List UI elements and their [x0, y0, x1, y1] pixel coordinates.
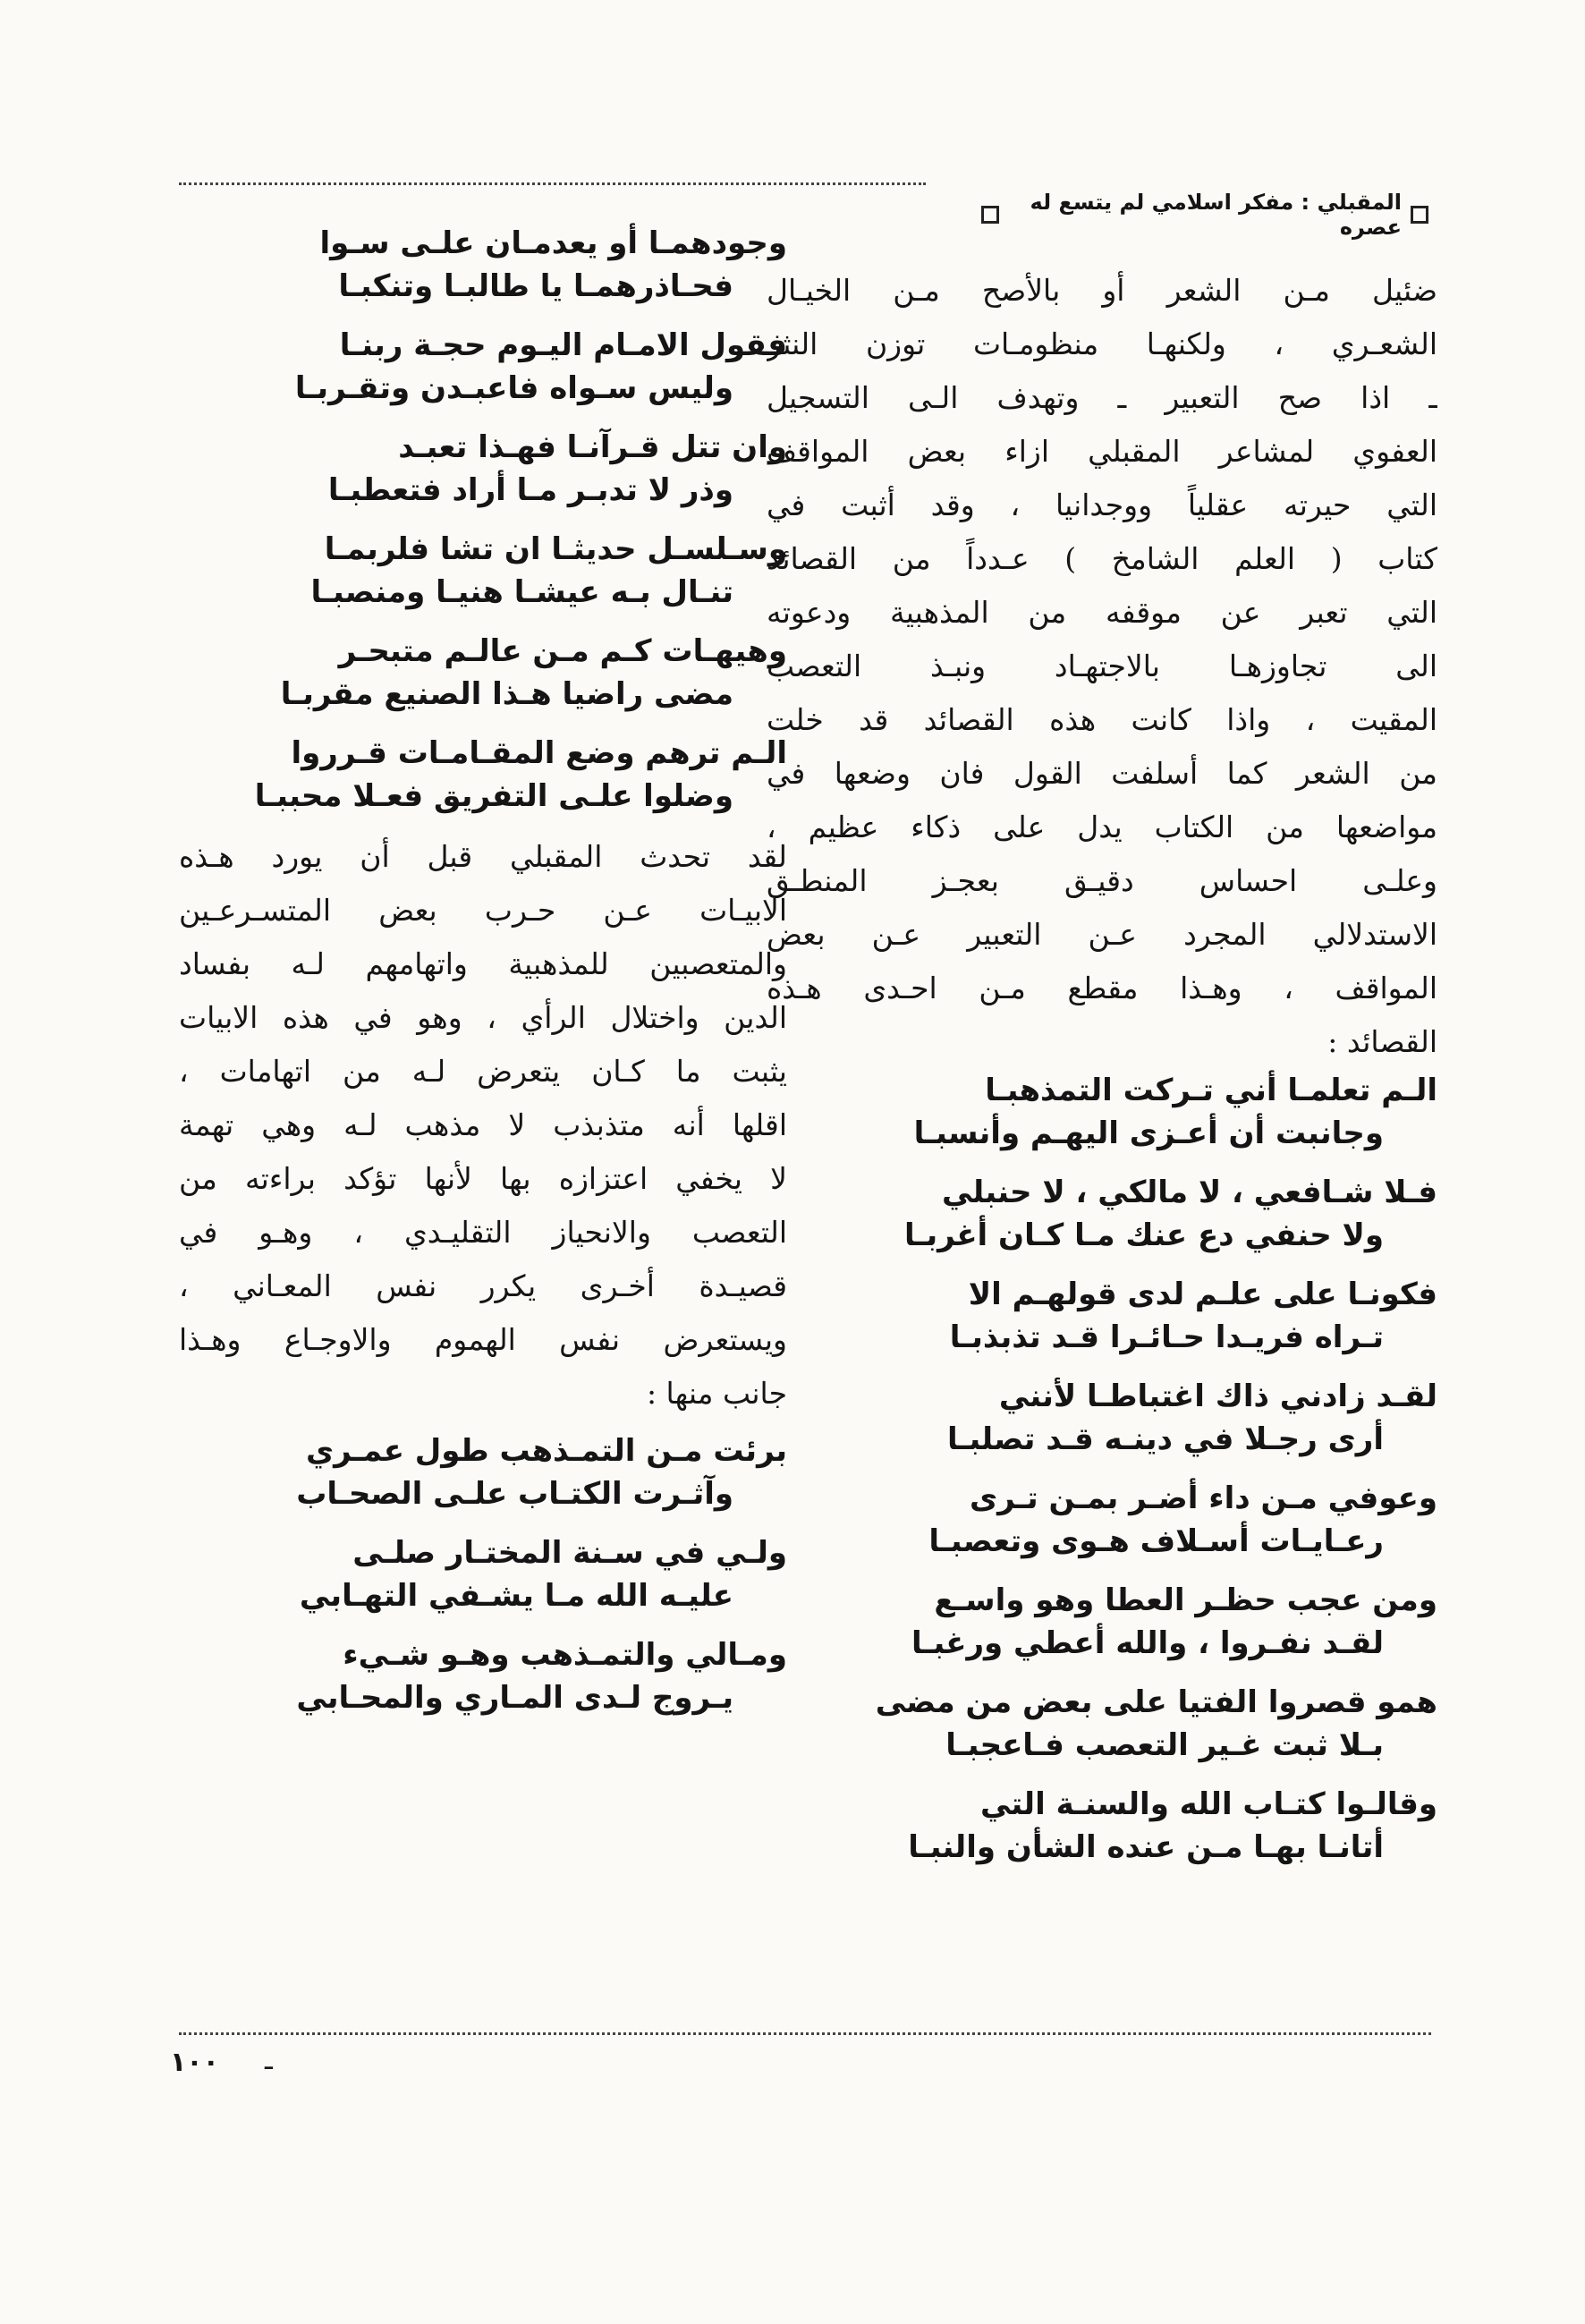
prose-line: الابيـات عـن حـرب بعض المتسـرعـين	[179, 893, 787, 928]
verse-couplet	[767, 1477, 1437, 1563]
prose-line: ويستعرض نفس الهموم والاوجـاع وهـذا	[179, 1322, 787, 1357]
prose-line: ـ اذا صح التعبير ـ وتهدف الـى التسجيل	[767, 380, 1437, 415]
verse-first-hemistich: وهيهـات كـم مـن عالـم متبحـر	[338, 633, 787, 669]
prose-line: الى تجاوزهـا بالاجتهـاد ونبـذ التعصب	[767, 649, 1437, 683]
prose-line: الدين واختلال الرأي ، وهو في هذه الابيات	[179, 1000, 787, 1035]
page-number-dash: ـ	[265, 2045, 273, 2076]
verse-first-hemistich: وسـلسـل حديثـا ان تشا فلربمـا	[324, 531, 787, 567]
prose-line: المقيت ، واذا كانت هذه القصائد قد خلت	[767, 702, 1437, 737]
verse-couplet	[179, 426, 787, 512]
prose-line: التعصب والانحياز التقليـدي ، وهـو في	[179, 1215, 787, 1250]
prose-line: لقد تحدث المقبلي قبل أن يورد هـذه	[179, 839, 787, 874]
prose-line: الاستدلالي المجرد عـن التعبير عـن بعض	[767, 917, 1437, 952]
verse-first-hemistich: وان تتل قـرآنـا فهـذا تعبـد	[398, 429, 787, 465]
verse-first-hemistich: فكونـا على علـم لدى قولهـم الا	[968, 1277, 1437, 1312]
verse-second-hemistich: وجانبت أن أعـزى اليهـم وأنسبـا	[913, 1115, 1384, 1151]
verse-first-hemistich: ولـي في سـنة المختـار صلـى	[352, 1535, 787, 1571]
prose-line: يثبت ما كـان يتعرض لـه من اتهامات ،	[179, 1054, 787, 1089]
verse-couplet	[179, 324, 787, 410]
verse-second-hemistich: أتانـا بهـا مـن عنده الشأن والنبـا	[908, 1829, 1384, 1865]
prose-line: والمتعصبين للمذهبية واتهامهم لـه بفساد	[179, 946, 787, 981]
left-column-prose	[179, 830, 787, 1421]
verse-couplet	[179, 732, 787, 818]
verse-first-hemistich: فقول الامـام اليـوم حجـة ربنـا	[339, 327, 787, 363]
verse-second-hemistich: تـراه فريـدا حـائـرا قـد تذبذبـا	[949, 1319, 1384, 1355]
prose-line: وعلـى احساس دقيـق بعجـز المنطـق	[767, 863, 1437, 898]
verse-first-hemistich: همو قصروا الفتيا على بعض من مضى	[875, 1684, 1437, 1720]
prose-line: مواضعها من الكتاب يدل على ذكاء عظيم ،	[767, 810, 1437, 844]
prose-line: لا يخفي اعتزازه بها لأنها تؤكد براءته من	[179, 1161, 787, 1196]
verse-couplet	[179, 1633, 787, 1719]
verse-second-hemistich: ولا حنفي دع عنك مـا كـان أغربـا	[904, 1217, 1384, 1253]
prose-line: الشعـري ، ولكنهـا منظومـات توزن النثر	[767, 327, 1437, 361]
verse-second-hemistich: مضى راضيا هـذا الصنيع مقربـا	[280, 676, 733, 712]
left-column-verses-top	[179, 222, 787, 818]
verse-couplet	[767, 1579, 1437, 1665]
verse-second-hemistich: بـلا ثبت غـير التعصب فـاعجبـا	[945, 1727, 1384, 1763]
right-column	[767, 264, 1437, 1869]
verse-first-hemistich: ومن عجب حظـر العطا وهو واسـع	[934, 1582, 1437, 1618]
left-column-verses-bottom	[179, 1429, 787, 1719]
verse-second-hemistich: وضلوا علـى التفريق فعـلا محببـا	[254, 778, 733, 814]
right-column-verses	[767, 1069, 1437, 1869]
verse-second-hemistich: رعـايـات أسـلاف هـوى وتعصبـا	[928, 1523, 1384, 1559]
running-header	[972, 190, 1437, 240]
running-header-title: المقبلي : مفكر اسلامي لم يتسع له عصره	[1030, 190, 1402, 240]
verse-second-hemistich: وذر لا تدبـر مـا أراد فتعطبـا	[327, 472, 733, 508]
verse-second-hemistich: يـروج لـدى المـاري والمحـابي	[296, 1680, 733, 1716]
right-column-prose	[767, 264, 1437, 1069]
prose-line: المواقف ، وهـذا مقطع مـن احـدى هـذه	[767, 971, 1437, 1005]
verse-couplet	[767, 1681, 1437, 1767]
square-bullet-icon	[981, 206, 999, 224]
verse-first-hemistich: وقالـوا كتـاب الله والسنـة التي	[980, 1786, 1437, 1822]
prose-line: التي حيرته عقلياً ووجدانيا ، وقد أثبت في	[767, 488, 1437, 522]
verse-couplet	[767, 1069, 1437, 1155]
verse-couplet	[767, 1375, 1437, 1461]
page-number: ١٠٠	[170, 2047, 219, 2078]
prose-line: من الشعر كما أسلفت القول فان وضعها في	[767, 756, 1437, 791]
prose-line: اقلها أنه متذبذب لا مذهب لـه وهي تهمة	[179, 1107, 787, 1142]
verse-first-hemistich: برئت مـن التمـذهب طول عمـري	[305, 1433, 787, 1469]
verse-first-hemistich: وجودهمـا أو يعدمـان علـى سـوا	[319, 225, 787, 261]
top-dotted-rule	[179, 182, 926, 185]
prose-line: كتاب ( العلم الشامخ ) عـدداً من القصائد	[767, 541, 1437, 576]
verse-first-hemistich: لقـد زادني ذاك اغتباطـا لأنني	[998, 1378, 1437, 1414]
verse-couplet	[767, 1171, 1437, 1257]
verse-couplet	[179, 222, 787, 308]
prose-line: قصيـدة أخـرى يكرر نفس المعـاني ،	[179, 1268, 787, 1303]
prose-line: التي تعبر عن موقفه من المذهبية ودعوته	[767, 595, 1437, 630]
verse-couplet	[767, 1783, 1437, 1869]
verse-second-hemistich: أرى رجـلا في دينـه قـد تصلبـا	[946, 1421, 1384, 1457]
verse-second-hemistich: وليس سـواه فاعبـدن وتقـربـا	[294, 370, 733, 406]
verse-first-hemistich: وعوفي مـن داء أضـر بمـن تـرى	[969, 1480, 1437, 1516]
left-column	[179, 222, 787, 1719]
verse-couplet	[179, 1531, 787, 1617]
verse-second-hemistich: فحـاذرهمـا يا طالبـا وتنكبـا	[338, 268, 733, 304]
verse-first-hemistich: الـم تعلمـا أني تـركت التمذهبـا	[985, 1073, 1437, 1108]
verse-second-hemistich: وآثـرت الكتـاب علـى الصحـاب	[296, 1476, 733, 1512]
prose-line: القصائد :	[1327, 1024, 1437, 1059]
prose-line: جانب منها :	[646, 1376, 787, 1411]
bottom-dotted-rule	[179, 2032, 1431, 2035]
verse-second-hemistich: عليـه الله مـا يشـفي التهـابي	[299, 1578, 733, 1614]
verse-second-hemistich: تنـال بـه عيشـا هنيـا ومنصبـا	[310, 574, 733, 610]
verse-first-hemistich: ومـالي والتمـذهب وهـو شـيء	[343, 1637, 787, 1673]
verse-couplet	[179, 630, 787, 716]
verse-second-hemistich: لقـد نفـروا ، والله أعطي ورغبـا	[911, 1625, 1384, 1661]
prose-line: ضئيل مـن الشعر أو بالأصح مـن الخيـال	[767, 273, 1437, 308]
verse-couplet	[179, 528, 787, 614]
square-bullet-icon	[1411, 206, 1428, 224]
verse-couplet	[767, 1273, 1437, 1359]
verse-first-hemistich: الـم ترهم وضع المقـامـات قـرروا	[291, 735, 787, 771]
verse-couplet	[179, 1429, 787, 1515]
prose-line: العفوي لمشاعر المقبلي ازاء بعض المواقف	[767, 434, 1437, 469]
verse-first-hemistich: فـلا شـافعي ، لا مالكي ، لا حنبلي	[942, 1175, 1437, 1210]
